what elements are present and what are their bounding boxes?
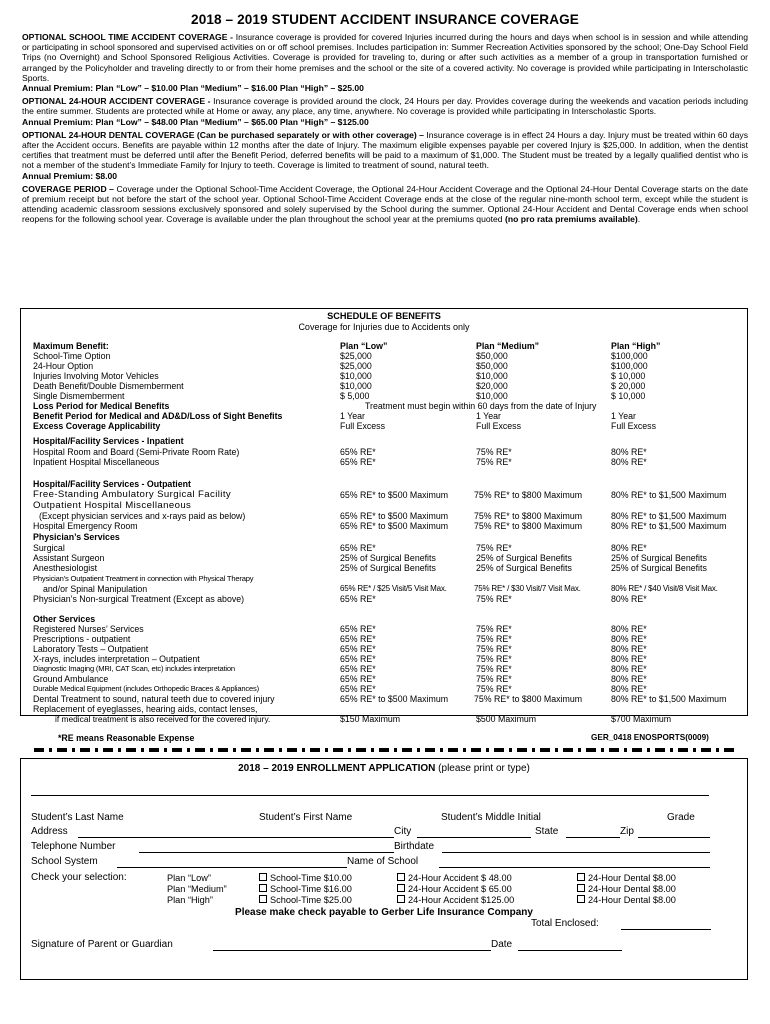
dental-body: Insurance coverage is in effect 24 Hours a day. Injury must be treated within 60 days after the Accident occurs. Benefits are payable within 12 months after the date of Injury. The maximum eligible expenses payable per covered Injury is $25,000. In addition, when the dentist certifies that treatment must be deferred until after the Benefit Period, deferred benefits will be paid to a maximum of $1,000. The Student must be treated by a legally qualified dentist who is not a member of the student’s Immediate Family for Injury to teeth. Coverage is limited to treatment of sound, natural teeth. bbox=[22, 129, 748, 171]
total-enclosed-field[interactable] bbox=[621, 929, 711, 930]
excess-high: Full Excess bbox=[611, 421, 656, 431]
school-time-high-option[interactable] bbox=[259, 894, 352, 906]
other-row-low: 65% RE* bbox=[340, 644, 376, 654]
benefit-row-low: $10,000 bbox=[340, 381, 372, 391]
payable-note: Please make check payable to Gerber Life Insurance Company bbox=[235, 907, 533, 918]
nonsurgical-high: 80% RE* bbox=[611, 594, 647, 604]
inpatient-row-medium: 75% RE* bbox=[476, 457, 512, 467]
physician-row-label: Anesthesiologist bbox=[33, 563, 98, 573]
enrollment-title-row bbox=[21, 763, 747, 775]
checkbox-icon[interactable] bbox=[577, 895, 585, 903]
loss-period-label: Loss Period for Medical Benefits bbox=[33, 401, 170, 411]
other-row-medium: 75% RE* bbox=[476, 684, 512, 694]
other-row-high: 80% RE* bbox=[611, 624, 647, 634]
enrollment-title-note: (please print or type) bbox=[438, 763, 530, 774]
outpatient-misc-high: 80% RE* to $1,500 Maximum bbox=[611, 511, 727, 521]
schedule-of-benefits bbox=[20, 308, 748, 724]
benefit-row-high: $100,000 bbox=[611, 351, 648, 361]
accident-high-option[interactable] bbox=[397, 894, 514, 906]
enrollment-application bbox=[20, 758, 748, 980]
nonsurgical-low: 65% RE* bbox=[340, 594, 376, 604]
hour24-body: Insurance coverage is provided around the clock, 24 Hours per day. Provides coverage during the weekends and vacation periods including the entire summer. Students are protected while at Home or away, any place, any time, anywhere. No coverage is provided while participating in Interscholastic Sports. bbox=[22, 96, 748, 117]
spinal-manipulation-label: and/or Spinal Manipulation bbox=[43, 584, 148, 594]
coverage-period-end: . bbox=[637, 214, 641, 225]
coverage-period-tail: (no pro rata premiums available) bbox=[504, 214, 638, 225]
re-footnote: *RE means Reasonable Expense bbox=[58, 733, 195, 743]
hour24-premium: Annual Premium: Plan “Low” – $48.00 Plan “Medium” – $65.00 Plan “High” – $125.00 bbox=[22, 116, 369, 127]
school-name-field[interactable] bbox=[439, 867, 710, 868]
eyeglass-label-2: if medical treatment is also received for the covered injury. bbox=[55, 714, 271, 724]
coverage-period-body: Coverage under the Optional School-Time Accident Coverage, the Optional 24-Hour Accident Coverage and the Optional 24-Hour Dental Coverage starts on the date of premium receipt but not before the start of the school year. Optional School-Time Accident Coverage ends at the close of the regular nine-month school term, except while the student is attending academic classroom sessions exclusively sponsored and solely supervised by the School during the summer. Optional 24-Hour Accident and Dental Coverage ends when school reopens for the following school year. Coverage is available under the plan throughout the school year at the premiums quoted bbox=[22, 183, 749, 225]
other-row-low: 65% RE* bbox=[340, 684, 376, 694]
physical-therapy-medium: 75% RE* / $30 Visit/7 Visit Max. bbox=[474, 584, 581, 593]
nonsurgical-medium: 75% RE* bbox=[476, 594, 512, 604]
other-row-medium: 75% RE* bbox=[476, 644, 512, 654]
other-row-medium: 75% RE* bbox=[476, 654, 512, 664]
benefit-row-medium: $50,000 bbox=[476, 351, 508, 361]
other-row-high: 80% RE* bbox=[611, 664, 647, 674]
outpatient-misc-low: 65% RE* to $500 Maximum bbox=[340, 511, 449, 521]
plan-high-label: Plan “High” bbox=[167, 895, 213, 905]
grade-label: Grade bbox=[667, 812, 695, 823]
plan-medium-header: Plan “Medium” bbox=[476, 341, 540, 351]
telephone-field[interactable] bbox=[139, 852, 394, 853]
benefit-row-high: $ 10,000 bbox=[611, 371, 646, 381]
benefit-row-label: Death Benefit/Double Dismemberment bbox=[33, 381, 184, 391]
other-row-high: 80% RE* to $1,500 Maximum bbox=[611, 694, 727, 704]
checkbox-icon[interactable] bbox=[397, 884, 405, 892]
other-row-label: Dental Treatment to sound, natural teeth due to covered injury bbox=[33, 694, 275, 704]
physician-row-label: Surgical bbox=[33, 543, 65, 553]
school-name-label: Name of School bbox=[347, 856, 419, 867]
outpatient-fs-high: 80% RE* to $1,500 Maximum bbox=[611, 490, 727, 500]
other-row-label: Ground Ambulance bbox=[33, 674, 109, 684]
school-time-medium-text: School-Time $16.00 bbox=[270, 884, 352, 894]
benefit-period-label: Benefit Period for Medical and AD&D/Loss of Sight Benefits bbox=[33, 411, 283, 421]
other-row-low: 65% RE* bbox=[340, 634, 376, 644]
other-row-low: 65% RE* bbox=[340, 624, 376, 634]
benefit-row-medium: $10,000 bbox=[476, 391, 508, 401]
outpatient-misc-label: Outpatient Hospital Miscellaneous bbox=[33, 500, 192, 511]
physical-therapy-label: Physician’s Outpatient Treatment in connection with Physical Therapy bbox=[33, 574, 254, 583]
dental-low-text: 24-Hour Dental $8.00 bbox=[588, 873, 676, 883]
physician-row-medium: 25% of Surgical Benefits bbox=[476, 553, 572, 563]
outpatient-misc-medium: 75% RE* to $800 Maximum bbox=[474, 511, 583, 521]
physical-therapy-low: 65% RE* / $25 Visit/5 Visit Max. bbox=[340, 584, 447, 593]
inpatient-heading: Hospital/Facility Services - Inpatient bbox=[33, 436, 184, 446]
checkbox-icon[interactable] bbox=[259, 895, 267, 903]
dental-high-option[interactable] bbox=[577, 894, 676, 906]
other-row-low: 65% RE* bbox=[340, 664, 376, 674]
benefit-row-label: Single Dismemberment bbox=[33, 391, 125, 401]
school-time-body: Insurance coverage is provided for covered Injuries incurred during the hours and days when school is in session and while attending or participating in school sponsored and supervised activities on or off school premises. Includes participation in: Summer Recreation Activities sponsored by the school; One-Day School Field Trips (no Overnight) and School Sponsored Religious Activities. Coverage is provided for traveling to, during or after such activities as a member of a group in transportation furnished or arranged by the Policyholder and traveling directly to or from their home premises and the school or the site of a covered activity. No coverage is provided while participating in Interscholastic Sports. bbox=[22, 32, 748, 83]
physician-row-high: 80% RE* bbox=[611, 543, 647, 553]
plan-low-label: Plan “Low” bbox=[167, 873, 211, 883]
birthdate-field[interactable] bbox=[442, 852, 710, 853]
middle-initial-label: Student’s Middle Initial bbox=[441, 812, 541, 823]
school-time-low-text: School-Time $10.00 bbox=[270, 873, 352, 883]
name-line[interactable] bbox=[31, 795, 709, 796]
inpatient-row-high: 80% RE* bbox=[611, 447, 647, 457]
accident-low-text: 24-Hour Accident $ 48.00 bbox=[408, 873, 512, 883]
benefit-row-high: $ 10,000 bbox=[611, 391, 646, 401]
checkbox-icon[interactable] bbox=[577, 884, 585, 892]
other-row-high: 80% RE* bbox=[611, 654, 647, 664]
hour24-heading: OPTIONAL 24-HOUR ACCIDENT COVERAGE - bbox=[22, 96, 211, 107]
excess-medium: Full Excess bbox=[476, 421, 521, 431]
physician-row-medium: 75% RE* bbox=[476, 543, 512, 553]
zip-field[interactable] bbox=[638, 837, 710, 838]
physician-row-label: Assistant Surgeon bbox=[33, 553, 105, 563]
inpatient-row-high: 80% RE* bbox=[611, 457, 647, 467]
page-title: 2018 – 2019 STUDENT ACCIDENT INSURANCE COVERAGE bbox=[191, 12, 579, 27]
coverage-description bbox=[22, 12, 748, 225]
enrollment-title: 2018 – 2019 ENROLLMENT APPLICATION bbox=[238, 763, 436, 774]
dental-medium-text: 24-Hour Dental $8.00 bbox=[588, 884, 676, 894]
other-row-low: 65% RE* bbox=[340, 674, 376, 684]
school-system-label: School System bbox=[31, 856, 98, 867]
emergency-room-medium: 75% RE* to $800 Maximum bbox=[474, 521, 583, 531]
excess-low: Full Excess bbox=[340, 421, 385, 431]
benefit-row-label: Injuries Involving Motor Vehicles bbox=[33, 371, 159, 381]
inpatient-row-low: 65% RE* bbox=[340, 447, 376, 457]
other-row-label: X-rays, includes interpretation – Outpatient bbox=[33, 654, 200, 664]
eyeglass-high: $700 Maximum bbox=[611, 714, 672, 724]
loss-period-value: Treatment must begin within 60 days from the date of Injury bbox=[365, 401, 597, 411]
eyeglass-low: $150 Maximum bbox=[340, 714, 401, 724]
benefit-row-medium: $10,000 bbox=[476, 371, 508, 381]
date-field[interactable] bbox=[518, 950, 622, 951]
inpatient-row-medium: 75% RE* bbox=[476, 447, 512, 457]
other-services-heading: Other Services bbox=[33, 614, 96, 624]
benefit-row-high: $ 20,000 bbox=[611, 381, 646, 391]
other-row-label: Prescriptions - outpatient bbox=[33, 634, 131, 644]
other-row-label: Laboratory Tests – Outpatient bbox=[33, 644, 149, 654]
total-enclosed-label: Total Enclosed: bbox=[531, 918, 599, 929]
other-row-medium: 75% RE* bbox=[476, 664, 512, 674]
school-time-section bbox=[22, 32, 748, 83]
form-code: GER_0418 ENOSPORTS(0009) bbox=[591, 733, 709, 742]
school-time-premium: Annual Premium: Plan “Low” – $10.00 Plan “Medium” – $16.00 Plan “High” – $25.00 bbox=[22, 83, 364, 94]
school-time-heading: OPTIONAL SCHOOL TIME ACCIDENT COVERAGE - bbox=[22, 32, 234, 42]
inpatient-row-low: 65% RE* bbox=[340, 457, 376, 467]
checkbox-icon[interactable] bbox=[577, 873, 585, 881]
other-row-high: 80% RE* bbox=[611, 684, 647, 694]
other-row-high: 80% RE* bbox=[611, 634, 647, 644]
birthdate-label: Birthdate bbox=[394, 841, 435, 852]
benefit-row-low: $25,000 bbox=[340, 351, 372, 361]
coverage-period-heading: COVERAGE PERIOD – bbox=[22, 183, 114, 194]
schedule-subtitle: Coverage for Injuries due to Accidents only bbox=[298, 322, 470, 332]
city-field[interactable] bbox=[417, 837, 531, 838]
other-row-high: 80% RE* bbox=[611, 674, 647, 684]
benefit-row-label: School-Time Option bbox=[33, 351, 111, 361]
plan-high-header: Plan “High” bbox=[611, 341, 661, 351]
check-selection-label: Check your selection: bbox=[31, 872, 127, 883]
telephone-label: Telephone Number bbox=[31, 841, 116, 852]
cut-line bbox=[34, 748, 736, 752]
address-field[interactable] bbox=[78, 837, 394, 838]
checkbox-icon[interactable] bbox=[259, 873, 267, 881]
other-row-medium: 75% RE* bbox=[476, 674, 512, 684]
school-time-high-text: School-Time $25.00 bbox=[270, 895, 352, 905]
plan-low-header: Plan “Low” bbox=[340, 341, 388, 351]
inpatient-row-label: Hospital Room and Board (Semi-Private Room Rate) bbox=[33, 447, 240, 457]
physical-therapy-high: 80% RE* / $40 Visit/8 Visit Max. bbox=[611, 584, 718, 593]
benefit-row-low: $ 5,000 bbox=[340, 391, 370, 401]
state-field[interactable] bbox=[566, 837, 620, 838]
checkbox-icon[interactable] bbox=[397, 873, 405, 881]
outpatient-fs-label: Free-Standing Ambulatory Surgical Facility bbox=[33, 489, 232, 500]
benefit-row-low: $10,000 bbox=[340, 371, 372, 381]
benefit-row-low: $25,000 bbox=[340, 361, 372, 371]
outpatient-except-label: (Except physician services and x-rays paid as below) bbox=[39, 511, 246, 521]
address-label: Address bbox=[31, 826, 68, 837]
zip-label: Zip bbox=[620, 826, 634, 837]
other-row-low: 65% RE* bbox=[340, 654, 376, 664]
other-row-medium: 75% RE* bbox=[476, 624, 512, 634]
other-row-medium: 75% RE* bbox=[476, 634, 512, 644]
other-row-label: Diagnostic Imaging (MRI, CAT Scan, etc) includes interpretation bbox=[33, 664, 235, 673]
nonsurgical-label: Physician’s Non-surgical Treatment (Except as above) bbox=[33, 594, 245, 604]
checkbox-icon[interactable] bbox=[259, 884, 267, 892]
eyeglass-medium: $500 Maximum bbox=[476, 714, 537, 724]
signature-label: Signature of Parent or Guardian bbox=[31, 939, 173, 950]
signature-field[interactable] bbox=[213, 950, 491, 951]
hour24-section bbox=[22, 96, 748, 116]
physician-row-medium: 25% of Surgical Benefits bbox=[476, 563, 572, 573]
benefit-row-label: 24-Hour Option bbox=[33, 361, 94, 371]
city-label: City bbox=[394, 826, 412, 837]
emergency-room-low: 65% RE* to $500 Maximum bbox=[340, 521, 449, 531]
other-row-medium: 75% RE* to $800 Maximum bbox=[474, 694, 583, 704]
benefit-period-medium: 1 Year bbox=[476, 411, 501, 421]
benefit-period-high: 1 Year bbox=[611, 411, 636, 421]
physician-row-high: 25% of Surgical Benefits bbox=[611, 553, 707, 563]
dental-high-text: 24-Hour Dental $8.00 bbox=[588, 895, 676, 905]
date-label: Date bbox=[491, 939, 513, 950]
benefit-row-high: $100,000 bbox=[611, 361, 648, 371]
dental-premium: Annual Premium: $8.00 bbox=[22, 170, 118, 181]
inpatient-row-label: Inpatient Hospital Miscellaneous bbox=[33, 457, 160, 467]
excess-label: Excess Coverage Applicability bbox=[33, 421, 161, 431]
physician-row-low: 25% of Surgical Benefits bbox=[340, 563, 436, 573]
plan-medium-label: Plan “Medium” bbox=[167, 884, 227, 894]
physician-row-low: 65% RE* bbox=[340, 543, 376, 553]
outpatient-fs-medium: 75% RE* to $800 Maximum bbox=[474, 490, 583, 500]
other-row-low: 65% RE* to $500 Maximum bbox=[340, 694, 449, 704]
first-name-label: Student’s First Name bbox=[259, 812, 353, 823]
emergency-room-label: Hospital Emergency Room bbox=[33, 521, 138, 531]
coverage-period-section bbox=[22, 184, 748, 225]
benefit-period-low: 1 Year bbox=[340, 411, 365, 421]
accident-high-text: 24-Hour Accident $125.00 bbox=[408, 895, 515, 905]
physician-row-low: 25% of Surgical Benefits bbox=[340, 553, 436, 563]
accident-medium-text: 24-Hour Accident $ 65.00 bbox=[408, 884, 512, 894]
emergency-room-high: 80% RE* to $1,500 Maximum bbox=[611, 521, 727, 531]
schedule-title: SCHEDULE OF BENEFITS bbox=[327, 311, 441, 321]
dental-heading: OPTIONAL 24-HOUR DENTAL COVERAGE (Can be purchased separately or with other coverage) – bbox=[22, 129, 424, 140]
dental-section bbox=[22, 130, 748, 171]
eyeglass-label: Replacement of eyeglasses, hearing aids, contact lenses, bbox=[33, 704, 258, 714]
benefit-row-medium: $50,000 bbox=[476, 361, 508, 371]
school-system-field[interactable] bbox=[117, 867, 347, 868]
physician-heading: Physician’s Services bbox=[33, 532, 120, 542]
last-name-label: Student’s Last Name bbox=[31, 812, 124, 823]
state-label: State bbox=[535, 826, 559, 837]
other-row-high: 80% RE* bbox=[611, 644, 647, 654]
outpatient-heading: Hospital/Facility Services - Outpatient bbox=[33, 479, 191, 489]
other-row-label: Durable Medical Equipment (includes Orthopedic Braces & Appliances) bbox=[33, 684, 259, 693]
max-benefit-header: Maximum Benefit: bbox=[33, 341, 109, 351]
outpatient-fs-low: 65% RE* to $500 Maximum bbox=[340, 490, 449, 500]
checkbox-icon[interactable] bbox=[397, 895, 405, 903]
physician-row-high: 25% of Surgical Benefits bbox=[611, 563, 707, 573]
benefit-row-medium: $20,000 bbox=[476, 381, 508, 391]
other-row-label: Registered Nurses’ Services bbox=[33, 624, 144, 634]
